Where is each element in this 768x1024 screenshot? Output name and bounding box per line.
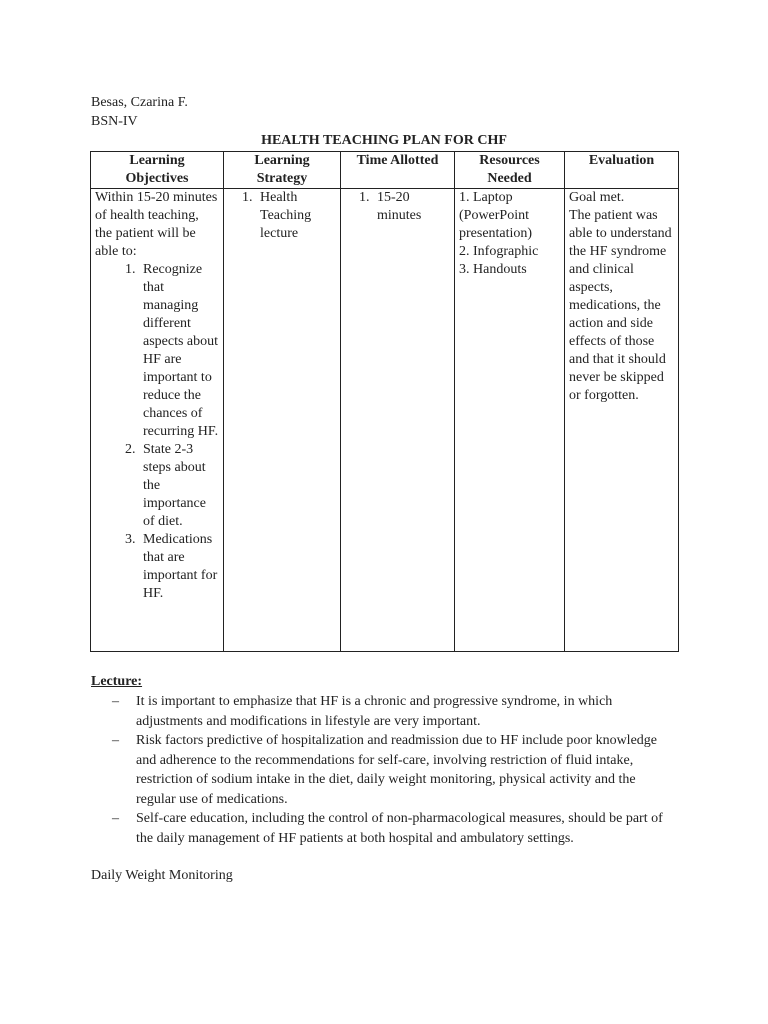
time-item: 1. 15-20 minutes: [373, 189, 450, 225]
header-learning-objectives: [91, 152, 224, 189]
resource-item: 3. Handouts: [459, 262, 527, 277]
header-text: Time Allotted: [356, 153, 439, 168]
header-time-allotted: [341, 152, 455, 189]
objectives-cell: [91, 189, 224, 652]
document-title: HEALTH TEACHING PLAN FOR CHF: [261, 133, 507, 148]
header-text: Learning: [254, 153, 310, 168]
objectives-list: [95, 261, 219, 603]
header-resources-needed: [455, 152, 565, 189]
lecture-point: It is important to emphasize that HF is a chronic and progressive syndrome, in which adjustments and modifications in lifestyle are very important.: [136, 694, 613, 729]
objectives-intro: Within 15-20 minutes of health teaching, the patient will be able to:: [95, 190, 218, 259]
section-heading-daily-weight: Daily Weight Monitoring: [91, 868, 233, 883]
evaluation-cell: [565, 189, 679, 652]
header-text: Learning: [129, 153, 185, 168]
lecture-point: Risk factors predictive of hospitalization and readmission due to HF include poor knowledge and adherence to the recommendations for self-care, involving restriction of fluid intake, restriction of sodium intake in the diet, daily weight monitoring, physical activity and the regular use of medications.: [136, 733, 657, 807]
list-item: [91, 809, 671, 848]
table-header-row: [91, 152, 679, 189]
evaluation-status: Goal met.: [569, 190, 625, 205]
lecture-list: [91, 692, 671, 848]
lecture-heading: Lecture:: [91, 674, 143, 689]
dash-bullet: –: [112, 733, 119, 748]
resource-item: 1. Laptop (PowerPoint presentation): [459, 190, 533, 241]
resources-cell: [455, 189, 565, 652]
dash-bullet: –: [112, 811, 119, 826]
evaluation-text: The patient was able to understand the HF syndrome and clinical aspects, medications, the action and side effects of those and that it should never be skipped or forgotten.: [569, 208, 672, 403]
strategy-cell: [224, 189, 341, 652]
course-label: BSN-IV: [91, 114, 138, 129]
lecture-point: Self-care education, including the control of non-pharmacological measures, should be part of the daily management of HF patients at both hospital and ambulatory settings.: [136, 811, 663, 846]
dash-bullet: –: [112, 694, 119, 709]
list-item: [91, 731, 671, 809]
objective-item: 2. State 2-3 steps about the importance of diet.: [139, 441, 219, 531]
header-text: Evaluation: [588, 153, 655, 168]
header-text: Strategy: [256, 171, 308, 186]
time-cell: [341, 189, 455, 652]
header-text: Needed: [487, 171, 532, 186]
table-row: [91, 189, 679, 652]
strategy-item: 1. Health Teaching lecture: [256, 189, 336, 243]
objective-item: 3. Medications that are important for HF.: [139, 531, 219, 603]
header-text: Objectives: [125, 171, 189, 186]
header-evaluation: [565, 152, 679, 189]
author-name: Besas, Czarina F.: [91, 95, 188, 110]
header-learning-strategy: [224, 152, 341, 189]
resource-item: 2. Infographic: [459, 244, 539, 259]
objective-item: 1. Recognize that managing different aspects about HF are important to reduce the chances of recurring HF.: [139, 261, 219, 441]
list-item: [91, 692, 671, 731]
teaching-plan-table: [90, 151, 679, 652]
strategy-list: [228, 189, 336, 243]
header-text: Resources: [479, 153, 540, 168]
time-list: [345, 189, 450, 225]
